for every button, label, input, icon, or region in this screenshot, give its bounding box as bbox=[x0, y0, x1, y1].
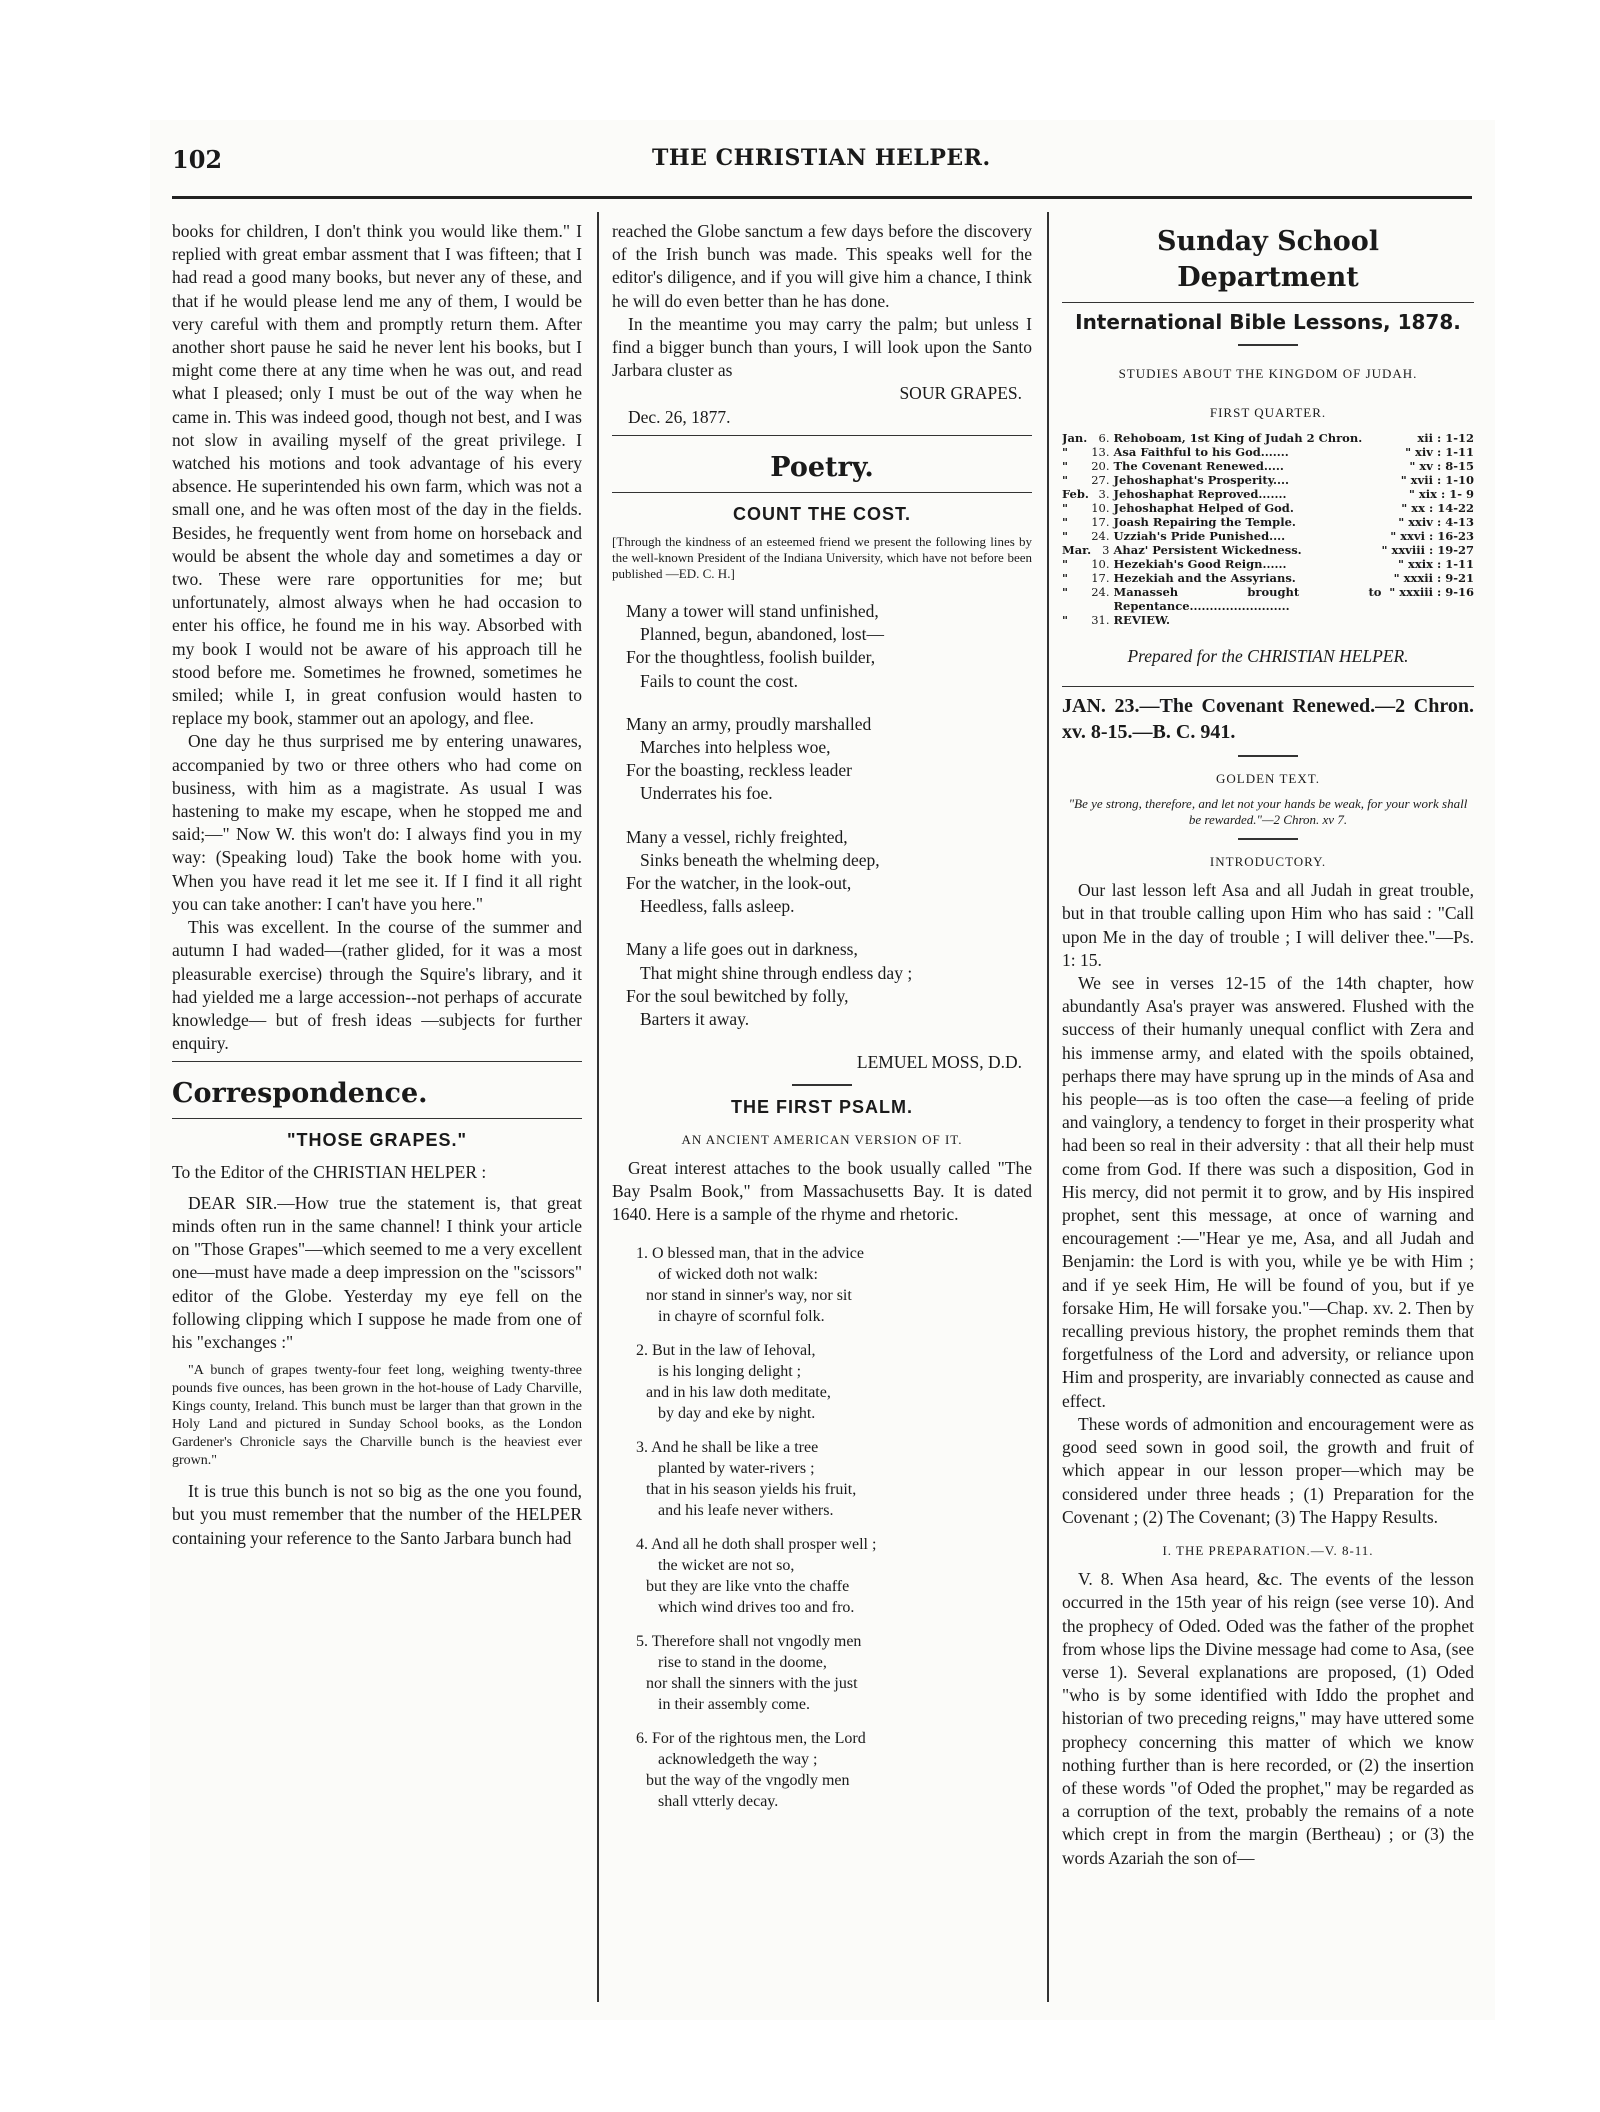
lesson-month: " bbox=[1062, 570, 1068, 585]
lesson-reference: " xvii : 1-10 bbox=[1400, 472, 1474, 487]
divider bbox=[612, 435, 1032, 436]
lesson-title: Joash Repairing the Temple. bbox=[1113, 514, 1296, 529]
lesson-month: " bbox=[1062, 444, 1068, 459]
verse-line: For the watcher, in the look-out, bbox=[626, 873, 852, 894]
running-head bbox=[172, 145, 1472, 185]
lesson-reference: " xxviii : 19-27 bbox=[1381, 542, 1474, 557]
column-2 bbox=[612, 220, 1032, 2000]
lesson-day: 13. bbox=[1091, 444, 1110, 459]
lesson-row bbox=[1062, 487, 1474, 501]
poem-title: COUNT THE COST. bbox=[732, 503, 911, 524]
psalm-subtitle: AN ANCIENT AMERICAN VERSION OF IT. bbox=[681, 1131, 963, 1147]
psalm-verses bbox=[636, 1243, 1032, 1812]
lesson-month: " bbox=[1062, 556, 1068, 571]
page-number: 102 bbox=[172, 145, 223, 174]
psalm-verse bbox=[636, 1728, 1032, 1812]
column-rule-1 bbox=[597, 212, 599, 2002]
golden-text: "Be ye strong, therefore, and let not your hands be weak, for your work shall be rewarded."—2 Chron. xv 7. bbox=[1068, 796, 1468, 828]
lesson-month: " bbox=[1062, 472, 1068, 487]
lesson-month: Mar. bbox=[1062, 542, 1092, 557]
paragraph: It is true this bunch is not so big as the one you found, but you must remember that the number of the HELPER containing your reference to the Santo Jarbara bunch had bbox=[172, 1481, 582, 1548]
lesson-title: Jehoshaphat's Prosperity.... bbox=[1113, 472, 1290, 487]
lesson-reference: " xiv : 1-11 bbox=[1405, 444, 1474, 459]
lesson-title: Jehoshaphat Reproved....... bbox=[1113, 486, 1287, 501]
psalm-title: THE FIRST PSALM. bbox=[731, 1097, 913, 1118]
paragraph: DEAR SIR.—How true the statement is, that great minds often run in the same channel! I think your article on "Those Grapes"—which seemed to me a very excellent one—must have made a deep impression on the "scissors" editor of the Globe. Yesterday my eye fell on the following clipping which I suppose he made from one of his "exchanges :" bbox=[172, 1192, 582, 1352]
paragraph: books for children, I don't think you would like them." I replied with great embar assment that I was fifteen; that I had read a good many books, but never any of these, and that if he would please lend me any of them, I would be very careful with them and promptly return them. After another short pause he said he never lent his books, but I might come there at any time when he was out, and read what I pleased; only I must be out of the way when he came in. This was indeed good, though not best, and I was not slow in availing myself of the great privilege. I watched his motions and took advantage of his every absence. He superintended his own farm, which was not a small one, and he was often most of the day in the fields. Besides, he frequently went from home on horseback and would be absent the whole day and sometimes a day or two. These were rare opportunities for me; but unfortunately, almost always when he had occasion to enter his office, he found me in his way. Absorbed with my book I would not be aware of his approach till he stood before me. Sometimes he frowned, sometimes he smiled; while I, in great confusion would hasten to replace my book, stammer out an apology, and flee. bbox=[172, 221, 582, 729]
lesson-title: Ahaz' Persistent Wickedness. bbox=[1113, 542, 1302, 557]
paragraph: Great interest attaches to the book usually called "The Bay Psalm Book," from Massachusetts Bay. It is dated 1640. Here is a sample of the rhyme and rhetoric. bbox=[612, 1157, 1032, 1225]
lesson-row bbox=[1062, 557, 1474, 571]
lesson-reference: " xxxiii : 9-16 bbox=[1389, 584, 1474, 599]
lesson-day: 31. bbox=[1091, 612, 1110, 627]
lesson-month: Feb. bbox=[1062, 486, 1089, 501]
lesson-reference: xii : 1-12 bbox=[1417, 430, 1474, 445]
stanza bbox=[626, 938, 1032, 1031]
verse-line: For the boasting, reckless leader bbox=[626, 760, 852, 781]
lesson-day: 6. bbox=[1098, 430, 1110, 445]
verse-line: shall vtterly decay. bbox=[658, 1792, 779, 1810]
verse-line: nor stand in sinner's way, nor sit bbox=[646, 1286, 852, 1304]
lesson-reference: " xix : 1- 9 bbox=[1408, 486, 1474, 501]
editor-note: [Through the kindness of an esteemed friend we present the following lines by the well-known President of the Indiana University, which have not before been published —ED. C. H.] bbox=[612, 534, 1032, 582]
divider bbox=[172, 1118, 582, 1119]
quarter-heading: FIRST QUARTER. bbox=[1209, 405, 1327, 421]
verse-line: Many a life goes out in darkness, bbox=[626, 939, 858, 960]
verse-line: is his longing delight ; bbox=[658, 1362, 802, 1380]
psalm-verse bbox=[636, 1243, 1032, 1327]
verse-line: and his leafe never withers. bbox=[658, 1501, 834, 1519]
verse-line: 5. Therefore shall not vngodly men bbox=[636, 1632, 862, 1650]
lesson-day: 24. bbox=[1091, 584, 1110, 599]
verse-line: That might shine through endless day ; bbox=[640, 962, 913, 983]
divider bbox=[1062, 302, 1474, 303]
lesson-day: 24. bbox=[1091, 528, 1110, 543]
verse-line: Many a vessel, richly freighted, bbox=[626, 826, 848, 847]
verse-line: 1. O blessed man, that in the advice bbox=[636, 1244, 864, 1262]
section-title-sunday-school: Sunday School Department bbox=[1156, 226, 1380, 293]
verse-line: that in his season yields his fruit, bbox=[646, 1480, 857, 1498]
lesson-month: Jan. bbox=[1062, 430, 1088, 445]
column-3 bbox=[1062, 220, 1474, 2000]
lesson-schedule bbox=[1062, 431, 1474, 627]
lesson-reference: " xxvi : 16-23 bbox=[1390, 528, 1474, 543]
lesson-day: 3 bbox=[1102, 542, 1110, 557]
quoted-clipping: "A bunch of grapes twenty-four feet long, weighing twenty-three pounds five ounces, has been grown in the hot-house of Lady Charville, Kings county, Ireland. This bunch must be larger than that grown in the Holy Land and pictured in Sunday School books, as the London Gardener's Chronicle says the Charville bunch is the heaviest ever grown." bbox=[172, 1363, 582, 1469]
golden-text-label: GOLDEN TEXT. bbox=[1216, 770, 1320, 786]
poem-author: LEMUEL MOSS, D.D. bbox=[856, 1052, 1022, 1073]
column-1 bbox=[172, 220, 582, 2000]
divider bbox=[1062, 686, 1474, 687]
verse-line: Sinks beneath the whelming deep, bbox=[640, 849, 880, 870]
introductory-label: INTRODUCTORY. bbox=[1209, 854, 1327, 870]
divider bbox=[612, 492, 1032, 493]
lesson-day: 20. bbox=[1091, 458, 1110, 473]
lesson-title: Manasseh brought to Repentance......................... bbox=[1113, 584, 1382, 613]
lesson-title: The Covenant Renewed..... bbox=[1113, 458, 1284, 473]
verse-line: Barters it away. bbox=[640, 1009, 750, 1030]
paragraph: One day he thus surprised me by entering unawares, accompanied by two or three others who had come on business, with him as a magistrate. As usual I was hastening to make my escape, when he stopped me and said;—" Now W. this won't do: I always find you in my way: (Speaking loud) Take the book home with you. When you have read it let me see it. If I find it all right you can take another: I can't have you here." bbox=[172, 731, 582, 914]
lesson-row bbox=[1062, 613, 1474, 627]
divider bbox=[1238, 838, 1298, 840]
verse-line: the wicket are not so, bbox=[658, 1556, 795, 1574]
lesson-month: " bbox=[1062, 612, 1068, 627]
verse-line: 4. And all he doth shall prosper well ; bbox=[636, 1535, 877, 1553]
lesson-title: Hezekiah's Good Reign...... bbox=[1113, 556, 1287, 571]
lesson-reference: " xxiv : 4-13 bbox=[1398, 514, 1474, 529]
paragraph: This was excellent. In the course of the summer and autumn I had waded—(rather glided, for it was a most pleasurable exercise) through the Squire's library, and it had yielded me a large accession--not perhaps of accurate knowledge— but of fresh ideas —subjects for further enquiry. bbox=[172, 917, 582, 1054]
lesson-month: " bbox=[1062, 514, 1068, 529]
verse-line: Many a tower will stand unfinished, bbox=[626, 601, 879, 622]
paragraph: V. 8. When Asa heard, &c. The events of the lesson occurred in the 15th year of his reign (see verse 10). And the prophecy of Oded. Oded was the father of the prophet from whose lips the Divine message had come to Asa, (see verse 1). Several explanations are proposed, (1) Oded "who is by some identified with Iddo the prophet and historian of two preceding reigns," may have uttered some prophecy concerning this matter of which we know nothing further than is here recorded, or (2) the insertion of these words "of Oded the prophet," may be regarded as a corruption of the text, probably the remains of a note which crept in from the margin (Bertheau) ; or (3) the words Azariah the son of— bbox=[1062, 1569, 1474, 1868]
lesson-title: Uzziah's Pride Punished.... bbox=[1113, 528, 1286, 543]
lesson-row bbox=[1062, 445, 1474, 459]
lesson-heading: JAN. 23.—The Covenant Renewed.—2 Chron. xv. 8-15.—B. C. 941. bbox=[1062, 694, 1474, 743]
verse-line: Planned, begun, abandoned, lost— bbox=[640, 624, 884, 645]
lesson-month: " bbox=[1062, 458, 1068, 473]
studies-heading: STUDIES ABOUT THE KINGDOM OF JUDAH. bbox=[1118, 366, 1418, 382]
section-subtitle: International Bible Lessons, 1878. bbox=[1075, 310, 1461, 334]
lesson-month: " bbox=[1062, 500, 1068, 515]
psalm-verse bbox=[636, 1534, 1032, 1618]
lesson-reference: " xxxii : 9-21 bbox=[1393, 570, 1474, 585]
lesson-day: 17. bbox=[1091, 570, 1110, 585]
lesson-row bbox=[1062, 529, 1474, 543]
journal-title: THE CHRISTIAN HELPER. bbox=[652, 145, 991, 171]
prepared-for-line: Prepared for the CHRISTIAN HELPER. bbox=[1127, 645, 1409, 666]
newspaper-page bbox=[150, 120, 1495, 2020]
verse-line: and in his law doth meditate, bbox=[646, 1383, 831, 1401]
verse-line: 2. But in the law of Iehoval, bbox=[636, 1341, 816, 1359]
verse-line: Heedless, falls asleep. bbox=[640, 896, 795, 917]
date-line: Dec. 26, 1877. bbox=[628, 406, 731, 427]
paragraph: We see in verses 12-15 of the 14th chapter, how abundantly Asa's prayer was answered. Flushed with the success of their humanly unequal conflict with Zera and his immense army, and elated with the spoils obtained, perhaps there may have sprung up in the minds of Asa and his people—as is too often the case—a feeling of pride and vainglory, a tendency to forget in their prosperity what had been so real in their adversity : that all their help must come from God. If there was such a disposition, God in His mercy, did not permit it to grow, and by His inspired prophet, sent this message, at once of warning and encouragement :—"Hear ye me, Asa, and all Judah and Benjamin: the Lord is with you, while ye be with Him ; and if ye seek Him, He will be found of you, but if ye forsake Him, He will forsake you."—Chap. xv. 2. Then by recalling previous history, the prophet reminds them that forgetfulness of the Lord and adversity, or reliance upon Him and prosperity, are invariably connected as cause and effect. bbox=[1062, 973, 1474, 1411]
section-title-poetry: Poetry. bbox=[770, 451, 874, 483]
lesson-reference bbox=[1381, 613, 1474, 627]
paragraph: These words of admonition and encouragement were as good seed sown in good soil, the growth and fruit of which appear in our lesson proper—which may be considered under three heads ; (1) Preparation for the Covenant ; (2) The Covenant; (3) The Happy Results. bbox=[1062, 1413, 1474, 1527]
lesson-reference: " xv : 8-15 bbox=[1409, 458, 1474, 473]
lesson-row bbox=[1062, 543, 1474, 557]
divider bbox=[1238, 344, 1298, 346]
lesson-row bbox=[1062, 571, 1474, 585]
verse-line: which wind drives too and fro. bbox=[658, 1598, 855, 1616]
lesson-title: Hezekiah and the Assyrians. bbox=[1113, 570, 1296, 585]
lesson-day: 3. bbox=[1098, 486, 1110, 501]
lesson-row bbox=[1062, 431, 1474, 445]
verse-line: in chayre of scornful folk. bbox=[658, 1307, 825, 1325]
article-title: "THOSE GRAPES." bbox=[286, 1130, 468, 1151]
ornament-divider bbox=[792, 1084, 852, 1086]
lesson-day: 10. bbox=[1091, 500, 1110, 515]
verse-line: For the soul bewitched by folly, bbox=[626, 985, 849, 1006]
lesson-row bbox=[1062, 459, 1474, 473]
stanza bbox=[626, 826, 1032, 919]
poem bbox=[626, 600, 1032, 1031]
verse-line: planted by water-rivers ; bbox=[658, 1459, 815, 1477]
lesson-title: Asa Faithful to his God....... bbox=[1113, 444, 1289, 459]
lesson-day: 27. bbox=[1091, 472, 1110, 487]
lesson-row bbox=[1062, 585, 1474, 613]
salutation: To the Editor of the CHRISTIAN HELPER : bbox=[172, 1161, 487, 1182]
lesson-row bbox=[1062, 501, 1474, 515]
verse-line: 6. For of the rightous men, the Lord bbox=[636, 1729, 866, 1747]
lesson-row bbox=[1062, 515, 1474, 529]
verse-line: by day and eke by night. bbox=[658, 1404, 816, 1422]
lesson-row bbox=[1062, 473, 1474, 487]
header-rule bbox=[172, 196, 1472, 199]
lesson-title: REVIEW. bbox=[1113, 612, 1171, 627]
lesson-day: 10. bbox=[1091, 556, 1110, 571]
verse-line: in their assembly come. bbox=[658, 1695, 810, 1713]
paragraph: Our last lesson left Asa and all Judah in great trouble, but in that trouble calling upon Him who has said : "Call upon Me in the day of trouble ; I will deliver thee."—Ps. 1: 15. bbox=[1062, 880, 1474, 970]
stanza bbox=[626, 600, 1032, 693]
verse-line: acknowledgeth the way ; bbox=[658, 1750, 818, 1768]
verse-line: rise to stand in the doome, bbox=[658, 1653, 827, 1671]
psalm-verse bbox=[636, 1340, 1032, 1424]
verse-line: Many an army, proudly marshalled bbox=[626, 713, 872, 734]
section-title-correspondence: Correspondence. bbox=[172, 1078, 428, 1110]
lesson-month: " bbox=[1062, 584, 1068, 599]
lesson-month: " bbox=[1062, 528, 1068, 543]
verse-line: For the thoughtless, foolish builder, bbox=[626, 647, 876, 668]
lesson-reference: " xx : 14-22 bbox=[1401, 500, 1474, 515]
psalm-verse bbox=[636, 1437, 1032, 1521]
verse-line: Marches into helpless woe, bbox=[640, 737, 831, 758]
lesson-title: Jehoshaphat Helped of God. bbox=[1113, 500, 1294, 515]
verse-line: Fails to count the cost. bbox=[640, 670, 798, 691]
lesson-reference: " xxix : 1-11 bbox=[1398, 556, 1474, 571]
verse-line: 3. And he shall be like a tree bbox=[636, 1438, 819, 1456]
stanza bbox=[626, 713, 1032, 806]
paragraph: reached the Globe sanctum a few days before the discovery of the Irish bunch was made. This speaks well for the editor's diligence, and if you will give him a chance, I think he will do even better than he has done. bbox=[612, 221, 1032, 311]
verse-line: but they are like vnto the chaffe bbox=[646, 1577, 850, 1595]
lesson-day: 17. bbox=[1091, 514, 1110, 529]
verse-line: of wicked doth not walk: bbox=[658, 1265, 818, 1283]
verse-line: nor shall the sinners with the just bbox=[646, 1674, 858, 1692]
divider bbox=[1238, 755, 1298, 757]
psalm-verse bbox=[636, 1631, 1032, 1715]
lesson-title: Rehoboam, 1st King of Judah 2 Chron. bbox=[1113, 430, 1363, 445]
preparation-label: I. THE PREPARATION.—V. 8-11. bbox=[1162, 1542, 1374, 1558]
paragraph: In the meantime you may carry the palm; but unless I find a bigger bunch than yours, I will look upon the Santo Jarbara cluster as bbox=[612, 313, 1032, 381]
signature: SOUR GRAPES. bbox=[899, 383, 1022, 404]
divider bbox=[172, 1061, 582, 1062]
verse-line: Underrates his foe. bbox=[640, 783, 773, 804]
column-rule-2 bbox=[1047, 212, 1049, 2002]
verse-line: but the way of the vngodly men bbox=[646, 1771, 850, 1789]
